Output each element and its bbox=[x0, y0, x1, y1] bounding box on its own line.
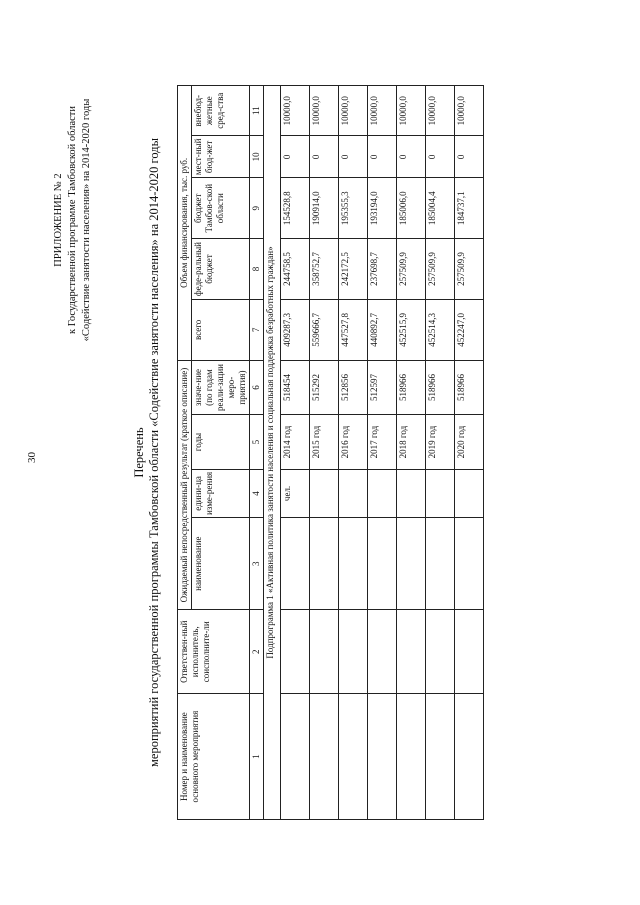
header-row-1 bbox=[178, 86, 192, 820]
unit-cell bbox=[397, 469, 426, 517]
heading-line2: мероприятий государственной программы Тамбовской области «Содействие занятости населения» на 2014-2020 годы bbox=[147, 138, 161, 768]
table-row bbox=[310, 86, 339, 820]
total-cell: 447527,8 bbox=[339, 299, 368, 360]
value-cell: 518966 bbox=[426, 360, 455, 415]
header-total: всего bbox=[192, 299, 250, 360]
measures-table bbox=[177, 85, 484, 820]
value-cell: 518454 bbox=[281, 360, 310, 415]
local-cell: 0 bbox=[310, 136, 339, 178]
column-number: 7 bbox=[250, 299, 264, 360]
number-name-cell bbox=[339, 694, 368, 820]
header-local: мест-ный бюд-жет bbox=[192, 136, 250, 178]
appendix-block bbox=[52, 70, 94, 370]
column-number: 9 bbox=[250, 178, 264, 239]
column-number: 5 bbox=[250, 415, 264, 470]
federal-cell: 257509,9 bbox=[426, 239, 455, 300]
responsible-cell bbox=[281, 610, 310, 694]
unit-cell: чел. bbox=[281, 469, 310, 517]
local-cell: 0 bbox=[339, 136, 368, 178]
total-cell: 452247,0 bbox=[455, 299, 484, 360]
unit-cell bbox=[455, 469, 484, 517]
column-number: 10 bbox=[250, 136, 264, 178]
total-cell: 559666,7 bbox=[310, 299, 339, 360]
appendix-line1: к Государственной программе Тамбовской области bbox=[67, 106, 78, 334]
local-cell: 0 bbox=[455, 136, 484, 178]
header-number-name: Номер и наименование основного мероприятия bbox=[178, 694, 250, 820]
federal-cell: 257509,9 bbox=[455, 239, 484, 300]
extrabudget-cell: 10000,0 bbox=[426, 86, 455, 136]
responsible-cell bbox=[455, 610, 484, 694]
header-expected-result: Ожидаемый непосредственный результат (краткое описание) bbox=[178, 360, 192, 610]
number-name-cell bbox=[455, 694, 484, 820]
federal-cell: 358752,7 bbox=[310, 239, 339, 300]
column-number-row bbox=[250, 86, 264, 820]
table-row bbox=[426, 86, 455, 820]
extrabudget-cell: 10000,0 bbox=[281, 86, 310, 136]
header-extrabudget: внебюд-жетные сред-ства bbox=[192, 86, 250, 136]
responsible-cell bbox=[310, 610, 339, 694]
table-row bbox=[455, 86, 484, 820]
table-row bbox=[281, 86, 310, 820]
name-cell bbox=[339, 518, 368, 610]
regional-cell: 185006,0 bbox=[397, 178, 426, 239]
regional-cell: 190914,0 bbox=[310, 178, 339, 239]
total-cell: 409287,3 bbox=[281, 299, 310, 360]
value-cell: 512597 bbox=[368, 360, 397, 415]
header-name: наименование bbox=[192, 518, 250, 610]
subprogram-row bbox=[264, 86, 281, 820]
name-cell bbox=[426, 518, 455, 610]
unit-cell bbox=[368, 469, 397, 517]
total-cell: 452515,9 bbox=[397, 299, 426, 360]
value-cell: 515292 bbox=[310, 360, 339, 415]
responsible-cell bbox=[426, 610, 455, 694]
federal-cell: 257509,9 bbox=[397, 239, 426, 300]
year-cell: 2017 год bbox=[368, 415, 397, 470]
value-cell: 518966 bbox=[397, 360, 426, 415]
page-number: 30 bbox=[26, 452, 38, 463]
extrabudget-cell: 10000,0 bbox=[310, 86, 339, 136]
table-row bbox=[368, 86, 397, 820]
number-name-cell bbox=[426, 694, 455, 820]
appendix-title: ПРИЛОЖЕНИЕ № 2 bbox=[53, 173, 64, 267]
name-cell bbox=[455, 518, 484, 610]
header-value: значе-ние (по годам реали-зации меро-приятия) bbox=[192, 360, 250, 415]
number-name-cell bbox=[310, 694, 339, 820]
total-cell: 440892,7 bbox=[368, 299, 397, 360]
document-heading bbox=[132, 45, 162, 860]
unit-cell bbox=[339, 469, 368, 517]
column-number: 3 bbox=[250, 518, 264, 610]
header-regional: бюджет Тамбов-ской области bbox=[192, 178, 250, 239]
local-cell: 0 bbox=[426, 136, 455, 178]
total-cell: 452514,3 bbox=[426, 299, 455, 360]
regional-cell: 193194,0 bbox=[368, 178, 397, 239]
name-cell bbox=[368, 518, 397, 610]
number-name-cell bbox=[397, 694, 426, 820]
number-name-cell bbox=[281, 694, 310, 820]
federal-cell: 237698,7 bbox=[368, 239, 397, 300]
federal-cell: 242172,5 bbox=[339, 239, 368, 300]
column-number: 6 bbox=[250, 360, 264, 415]
header-responsible: Ответствен-ный исполнитель, соисполните-ли bbox=[178, 610, 250, 694]
column-number: 1 bbox=[250, 694, 264, 820]
table-row bbox=[397, 86, 426, 820]
local-cell: 0 bbox=[281, 136, 310, 178]
local-cell: 0 bbox=[368, 136, 397, 178]
extrabudget-cell: 10000,0 bbox=[368, 86, 397, 136]
header-federal: феде-ральный бюджет bbox=[192, 239, 250, 300]
name-cell bbox=[310, 518, 339, 610]
unit-cell bbox=[426, 469, 455, 517]
regional-cell: 195355,3 bbox=[339, 178, 368, 239]
responsible-cell bbox=[397, 610, 426, 694]
responsible-cell bbox=[339, 610, 368, 694]
column-number: 11 bbox=[250, 86, 264, 136]
heading-line1: Перечень bbox=[132, 427, 146, 478]
table-row bbox=[339, 86, 368, 820]
header-financing: Объем финансирования, тыс. руб. bbox=[178, 86, 192, 361]
column-number: 2 bbox=[250, 610, 264, 694]
regional-cell: 185004,4 bbox=[426, 178, 455, 239]
value-cell: 518966 bbox=[455, 360, 484, 415]
responsible-cell bbox=[368, 610, 397, 694]
local-cell: 0 bbox=[397, 136, 426, 178]
extrabudget-cell: 10000,0 bbox=[397, 86, 426, 136]
value-cell: 512856 bbox=[339, 360, 368, 415]
extrabudget-cell: 10000,0 bbox=[339, 86, 368, 136]
regional-cell: 154528,8 bbox=[281, 178, 310, 239]
year-cell: 2014 год bbox=[281, 415, 310, 470]
year-cell: 2019 год bbox=[426, 415, 455, 470]
year-cell: 2020 год bbox=[455, 415, 484, 470]
unit-cell bbox=[310, 469, 339, 517]
appendix-line2: «Содействие занятости населения» на 2014-2020 годы bbox=[81, 98, 92, 342]
column-number: 8 bbox=[250, 239, 264, 300]
column-number: 4 bbox=[250, 469, 264, 517]
federal-cell: 244758,5 bbox=[281, 239, 310, 300]
year-cell: 2015 год bbox=[310, 415, 339, 470]
year-cell: 2018 год bbox=[397, 415, 426, 470]
name-cell bbox=[397, 518, 426, 610]
header-years: годы bbox=[192, 415, 250, 470]
extrabudget-cell: 10000,0 bbox=[455, 86, 484, 136]
regional-cell: 184737,1 bbox=[455, 178, 484, 239]
subprogram-title: Подпрограмма 1 «Активная политика занятости населения и социальная поддержка безработных граждан» bbox=[264, 86, 281, 820]
name-cell bbox=[281, 518, 310, 610]
number-name-cell bbox=[368, 694, 397, 820]
header-unit: едини-ца изме-рения bbox=[192, 469, 250, 517]
year-cell: 2016 год bbox=[339, 415, 368, 470]
